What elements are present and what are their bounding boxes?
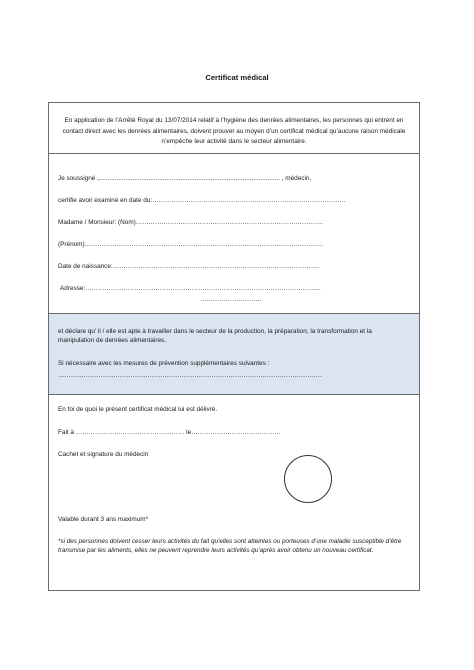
patient-name-line: Madame / Monsieur: (Nom)……………………………………………………………………………. <box>58 219 323 226</box>
intro-section <box>48 102 420 154</box>
issued-statement: En foi de quoi le présent certificat médical lui est délivré. <box>58 406 218 413</box>
birthdate-line: Date de naissance:……………………………………………………………………………………. <box>58 263 319 270</box>
physician-name-line: Je soussigné ,...................................................................................................... , médecin, <box>58 175 312 182</box>
stamp-signature-label: Cachet et signature du médecin <box>58 451 149 458</box>
prevention-measures-line: ……………………………………………………………………………………………………………. <box>58 372 322 379</box>
validity-text: Valable durant 3 ans maximum* <box>58 516 149 523</box>
exam-date-line: certifie avoir examiné en date du:………………………………………………………………………………. <box>58 197 346 204</box>
stamp-circle <box>284 455 332 503</box>
address-line-continued: ……………………….. <box>200 296 262 303</box>
place-date-line: Fait à …………………………………………… le…………………………………… <box>58 429 281 436</box>
patient-firstname-line: (Prénom)…………………………………………………………………………………………………. <box>58 241 323 248</box>
address-line: Adresse:………………………………………………………………………………………………... <box>60 285 321 292</box>
fitness-declaration: et déclare qu’ il / elle est apte à travailler dans le secteur de la production, la préparation, la transformation et la manipulation de denrées alimentaires. <box>58 328 372 344</box>
intro-text: En application de l’Arrêté Royal du 13/07/2014 relatif à l’hygiène des denrées alimentaires, les personnes qui entrent en contact direct avec les denrées alimentaires, doivent prouver au moyen d’un certificat médical qu’aucune raison médicale n’empêche leur activité dans le secteur alimentaire. <box>62 117 406 146</box>
fitness-section <box>48 314 420 395</box>
footnote-text: *si des personnes doivent cesser leurs activités du fait qu’elles sont atteintes ou porteuses d’une maladie susceptible d’être transmise par les aliments, elles ne peuvent reprendre leurs activités qu’après avoir obtenu un nouveau certificat. <box>58 538 402 555</box>
signature-section <box>48 395 420 591</box>
document-title: Certificat médical <box>205 73 269 82</box>
physician-section <box>48 154 420 314</box>
prevention-measures-label: Si nécessaire avec les mesures de prévention supplémentaires suivantes : <box>58 360 270 367</box>
